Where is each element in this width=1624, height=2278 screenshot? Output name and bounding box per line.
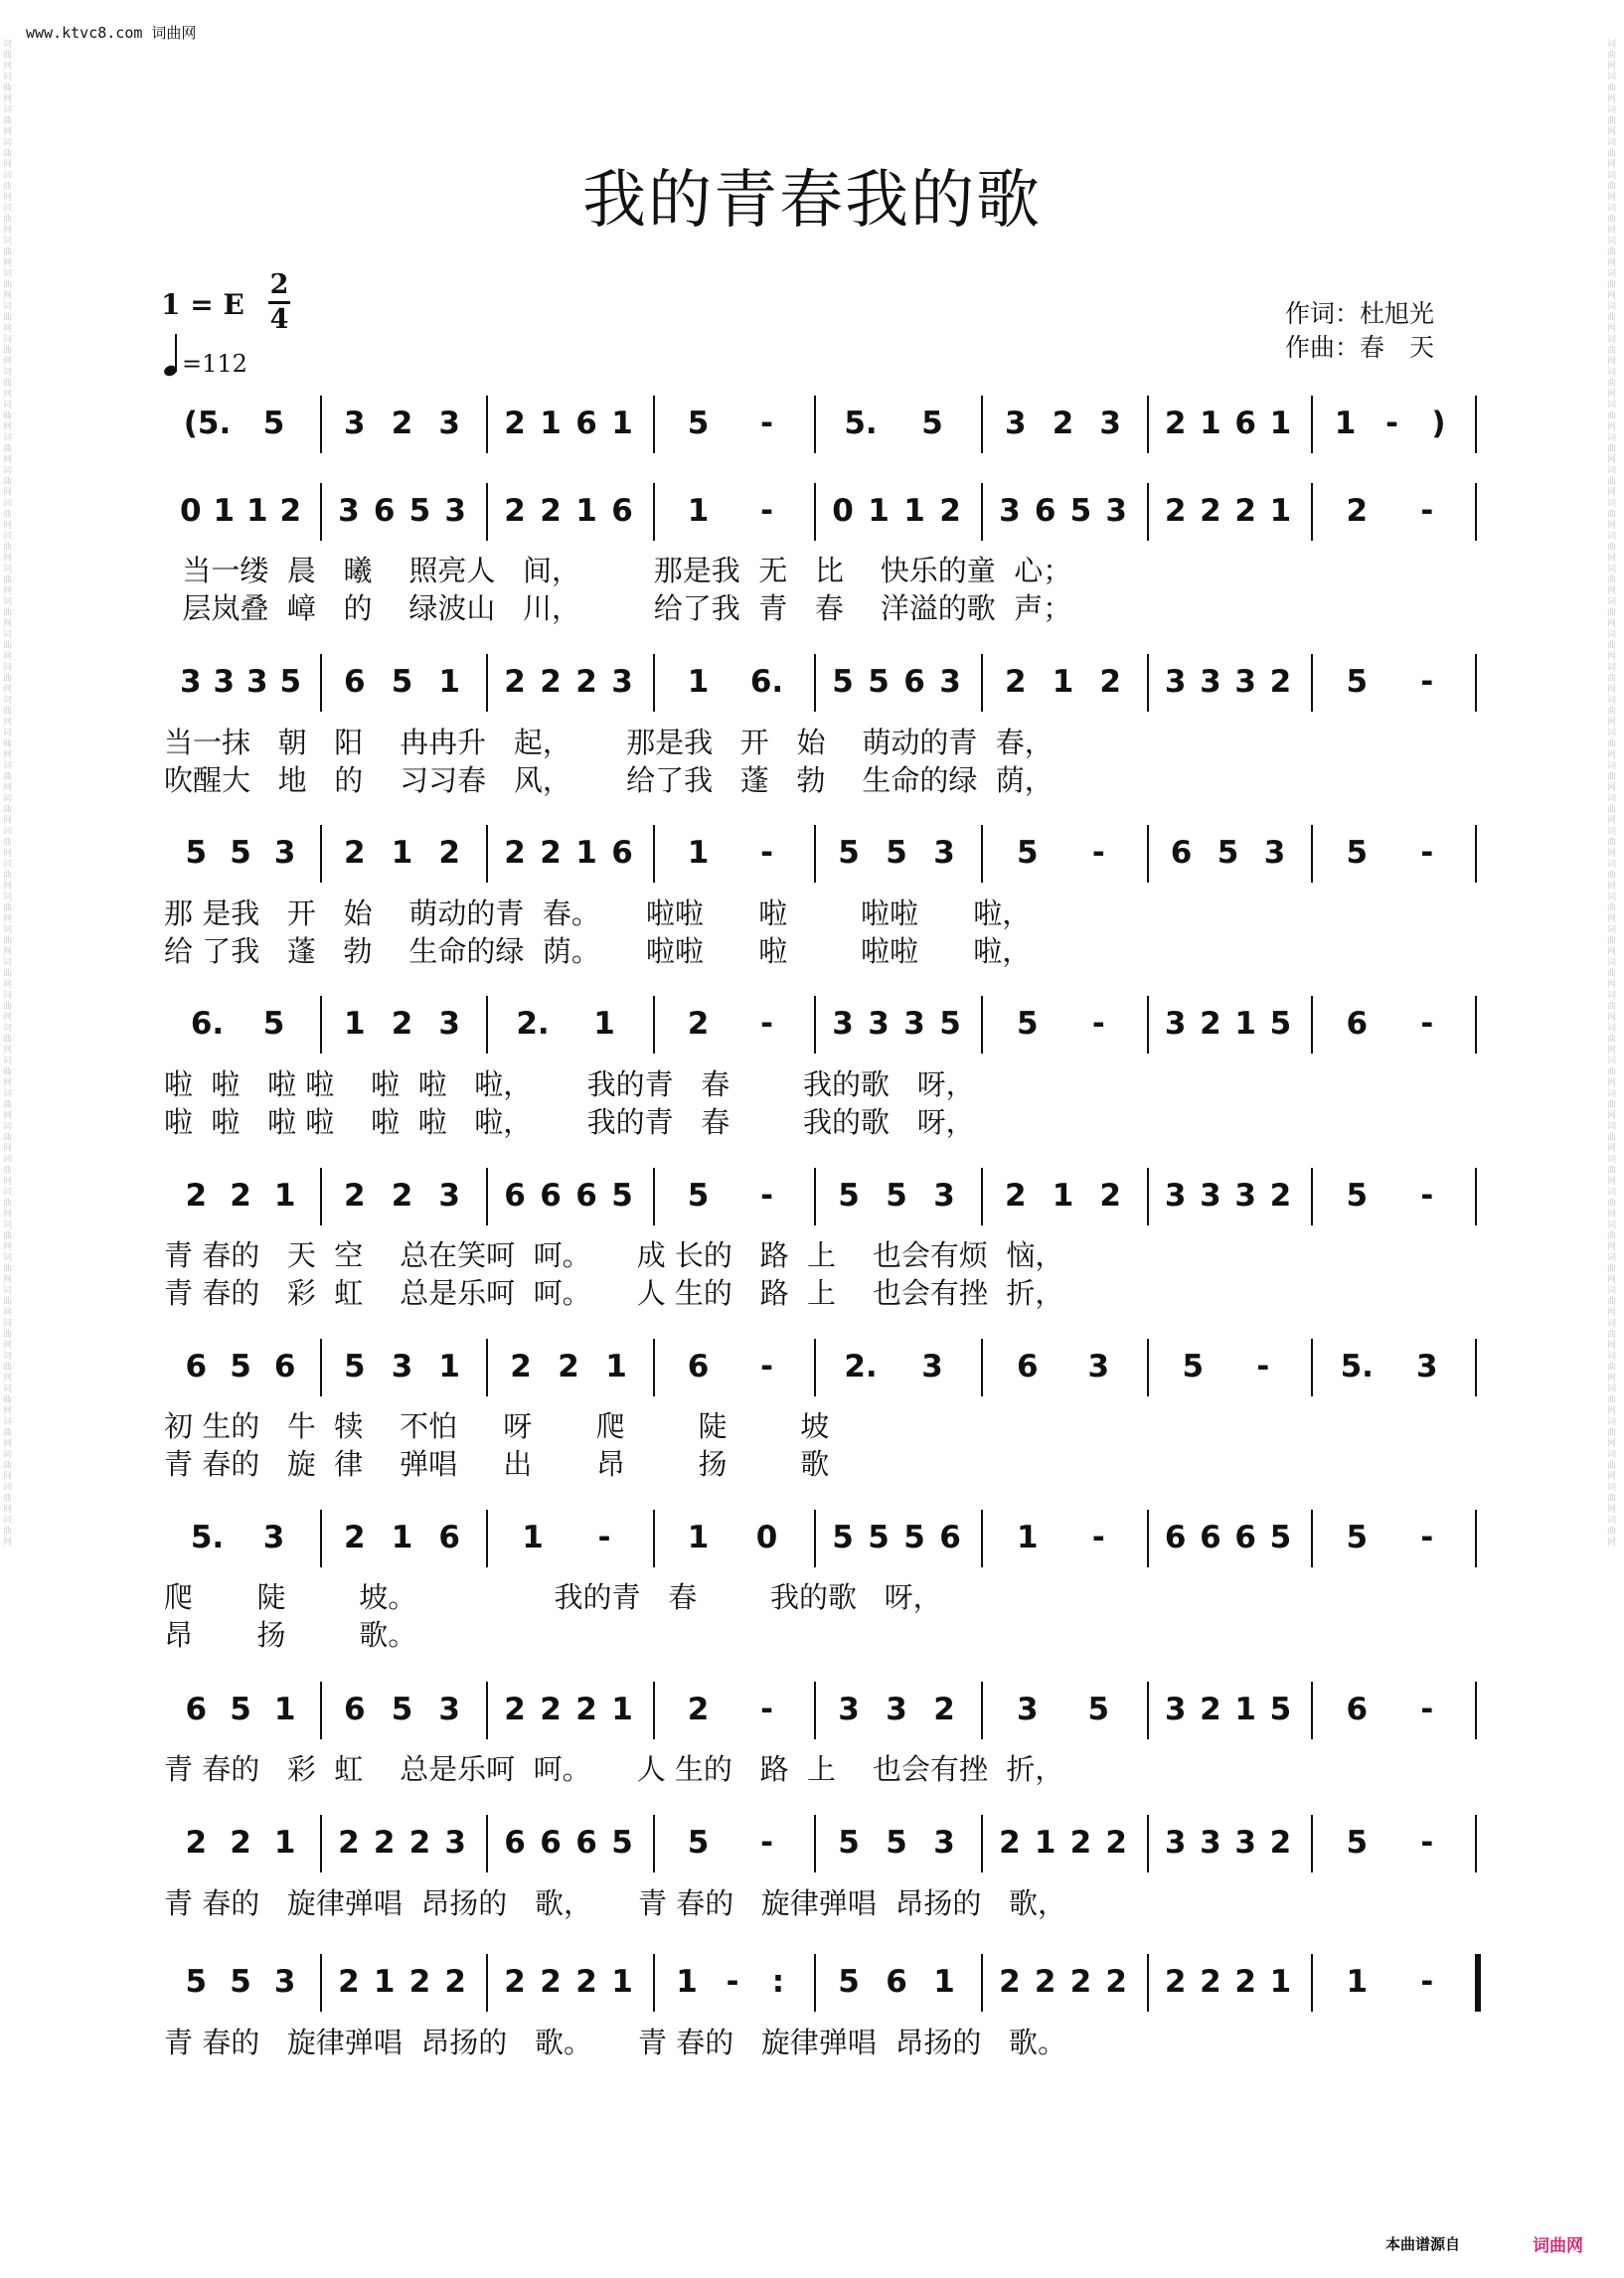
- note: 1: [273, 1825, 296, 1861]
- note: 2: [185, 1825, 208, 1861]
- note: 2: [230, 1178, 251, 1214]
- note: 2: [1200, 1692, 1221, 1727]
- note: 3: [868, 1006, 890, 1042]
- note: 1: [273, 1178, 296, 1214]
- note: 5: [832, 664, 854, 700]
- lyric-line: 那 是我 开 始 萌动的青 春。 啦啦 啦 啦啦 啦，: [164, 896, 1032, 930]
- note: 5: [1069, 493, 1092, 529]
- note: 1: [1052, 664, 1074, 700]
- note: 3: [838, 1692, 860, 1727]
- note: -: [1091, 1520, 1105, 1555]
- note: 1: [575, 835, 597, 871]
- note: 5: [279, 664, 302, 700]
- note: 3: [1200, 1178, 1221, 1214]
- note: 1: [1234, 1692, 1256, 1727]
- note: 3: [438, 1178, 460, 1214]
- note: 1: [687, 664, 710, 700]
- note: 1: [1269, 493, 1292, 529]
- note: 6: [1016, 1349, 1039, 1384]
- note: -: [760, 1178, 773, 1214]
- note: 0: [755, 1520, 778, 1555]
- note: 2: [444, 1964, 466, 2000]
- note: 5: [1346, 1520, 1369, 1555]
- note: 2: [1164, 493, 1187, 529]
- note: 2: [575, 1964, 597, 2000]
- note: 3: [1164, 664, 1187, 700]
- note: 1: [868, 493, 890, 529]
- note: 6: [611, 835, 633, 871]
- note: 5: [838, 1178, 860, 1214]
- note: 2: [338, 1964, 360, 2000]
- note: 5.: [190, 1520, 225, 1555]
- note: 3: [933, 835, 955, 871]
- note: -: [760, 1825, 773, 1861]
- note: -: [1420, 1178, 1434, 1214]
- note: 5: [832, 1520, 854, 1555]
- note: 3: [444, 1825, 466, 1861]
- note: 2: [344, 1178, 366, 1214]
- note: 2.: [516, 1006, 550, 1042]
- note: 6: [1034, 493, 1056, 529]
- note: 2: [575, 1692, 597, 1727]
- note: 2: [575, 664, 597, 700]
- note: 1: [522, 1520, 544, 1555]
- note: 3: [273, 835, 296, 871]
- note: 2: [344, 835, 366, 871]
- note: 1: [245, 493, 268, 529]
- lyric-line: 青 春的 彩 虹 总是乐呵 呵。 人 生的 路 上 也会有挫 折，: [164, 1752, 1064, 1786]
- note: -: [1091, 1006, 1105, 1042]
- note: 2: [504, 835, 526, 871]
- note: 2: [279, 493, 302, 529]
- note: 5: [344, 1349, 366, 1384]
- note: 5: [230, 1349, 251, 1384]
- lyric-line: 青 春的 天 空 总在笑呵 呵。 成 长的 路 上 也会有烦 恼，: [164, 1238, 1064, 1272]
- note: 5: [838, 835, 860, 871]
- time-bottom: 4: [269, 304, 289, 335]
- lyric-line: 啦 啦 啦 啦 啦 啦 啦， 我的青 春 我的歌 呀，: [164, 1067, 975, 1101]
- note: 1: [933, 1964, 955, 2000]
- note: 2: [999, 1825, 1021, 1861]
- lyric-line: 青 春的 旋 律 弹唱 出 昂 扬 歌: [164, 1447, 830, 1481]
- lyric-line: 青 春的 彩 虹 总是乐呵 呵。 人 生的 路 上 也会有挫 折，: [164, 1276, 1064, 1310]
- note: 2: [504, 493, 526, 529]
- lyricist-credit: 作词：杜旭光: [1285, 299, 1435, 328]
- note: -: [1420, 664, 1434, 700]
- note: 5: [868, 1520, 890, 1555]
- note: 3: [1105, 493, 1127, 529]
- note: -: [1420, 1692, 1434, 1727]
- note: 2: [373, 1825, 396, 1861]
- note: 1: [1052, 1178, 1074, 1214]
- note: 2: [540, 835, 562, 871]
- note: 1: [903, 493, 925, 529]
- note: 6: [1200, 1520, 1221, 1555]
- note: 2: [1269, 1178, 1292, 1214]
- note: 6.: [749, 664, 784, 700]
- note: 6: [373, 493, 396, 529]
- note: 1: [1269, 1964, 1292, 2000]
- note: 3: [438, 1692, 460, 1727]
- note: 1: [438, 1349, 460, 1384]
- note: 2: [338, 1825, 360, 1861]
- note: 3: [921, 1349, 943, 1384]
- note: 3: [933, 1825, 955, 1861]
- note: 1: [1034, 1825, 1056, 1861]
- note: 2: [408, 1964, 431, 2000]
- note: 5: [1346, 1825, 1369, 1861]
- note: 3: [344, 406, 366, 441]
- note: 1: [213, 493, 236, 529]
- note: 0: [832, 493, 854, 529]
- note: 1: [1269, 406, 1292, 441]
- note: 6: [344, 1692, 366, 1727]
- note: 1: [1016, 1520, 1039, 1555]
- note: 6: [540, 1178, 562, 1214]
- note: 3: [262, 1520, 285, 1555]
- note: 3: [1099, 406, 1121, 441]
- note: 5: [1016, 1006, 1039, 1042]
- note: 5: [687, 1178, 710, 1214]
- note: 5: [230, 835, 251, 871]
- note: 3: [391, 1349, 413, 1384]
- note: 6: [1234, 406, 1256, 441]
- watermark-right: 词曲网词曲网词曲网词曲网词曲网词曲网词曲网词曲网词曲网词曲网词曲网词曲网词曲网词曲网词曲网词曲网词曲网词曲网词曲网词曲网词曲网词曲网词曲网词曲网词曲网词曲网词曲网词曲网词曲网词曲网词曲网词曲网词曲网词曲网词曲网词曲网词曲网词曲网词曲网词曲网词曲网词曲网词曲网词曲网词曲网词曲网: [1607, 40, 1617, 1547]
- note: 5: [1346, 664, 1369, 700]
- note: 2: [1099, 1178, 1121, 1214]
- note: 2: [504, 406, 526, 441]
- note: 2: [1005, 1178, 1027, 1214]
- note: 5: [408, 493, 431, 529]
- note: 1: [1200, 406, 1221, 441]
- lyric-line: 爬 陡 坡。 我的青 春 我的歌 呀，: [164, 1580, 942, 1614]
- note: 1: [273, 1692, 296, 1727]
- note: 3: [1087, 1349, 1110, 1384]
- note: 3: [1234, 1178, 1256, 1214]
- note: -: [1420, 835, 1434, 871]
- note: (5.: [183, 406, 232, 441]
- lyric-line: 当一抹 朝 阳 冉冉升 起， 那是我 开 始 萌动的青 春，: [164, 726, 1054, 759]
- note: 6: [687, 1349, 710, 1384]
- note: -: [726, 1964, 739, 2000]
- note: 2: [1069, 1825, 1092, 1861]
- note: 1: [593, 1006, 615, 1042]
- note: 5: [391, 1692, 413, 1727]
- lyric-line: 青 春的 旋律弹唱 昂扬的 歌。 青 春的 旋律弹唱 昂扬的 歌。: [164, 2026, 1067, 2059]
- note: 5: [868, 664, 890, 700]
- note: 1: [1346, 1964, 1369, 2000]
- note: 2: [504, 664, 526, 700]
- note: 5: [262, 406, 285, 441]
- note: 6: [540, 1825, 562, 1861]
- note: 2: [438, 835, 460, 871]
- note: -: [1420, 1825, 1434, 1861]
- note: -: [1420, 493, 1434, 529]
- note: 5: [1087, 1692, 1110, 1727]
- note: -: [760, 493, 773, 529]
- note: 2: [408, 1825, 431, 1861]
- note: 5.: [1340, 1349, 1374, 1384]
- lyric-line: 初 生的 牛 犊 不怕 呀 爬 陡 坡: [164, 1409, 830, 1443]
- note: 2: [1069, 1964, 1092, 2000]
- note: 5: [838, 1825, 860, 1861]
- note: 5: [1269, 1520, 1292, 1555]
- note: 3: [832, 1006, 854, 1042]
- note: 1: [611, 1692, 633, 1727]
- note: 3: [1200, 1825, 1221, 1861]
- note: 5: [886, 835, 907, 871]
- tempo-value: =112: [182, 350, 247, 378]
- note: -: [1420, 1006, 1434, 1042]
- note: 5: [687, 1825, 710, 1861]
- note: 6: [575, 1178, 597, 1214]
- site-url[interactable]: www.ktvc8.com 词曲网: [26, 24, 197, 42]
- note: 5: [1269, 1006, 1292, 1042]
- note: 6: [504, 1178, 526, 1214]
- note: 5: [230, 1964, 251, 2000]
- note: 2: [1099, 664, 1121, 700]
- note: 1: [373, 1964, 396, 2000]
- note: 2: [558, 1349, 579, 1384]
- note: 2: [540, 1964, 562, 2000]
- note: 5: [687, 406, 710, 441]
- note: 3: [444, 493, 466, 529]
- note: 1: [391, 1520, 413, 1555]
- note: 2: [391, 406, 413, 441]
- note: 3: [438, 406, 460, 441]
- note: 2: [1005, 664, 1027, 700]
- note: 2: [687, 1006, 710, 1042]
- lyric-line: 啦 啦 啦 啦 啦 啦 啦， 我的青 春 我的歌 呀，: [164, 1105, 975, 1139]
- site-logo[interactable]: 词曲网: [1533, 2236, 1583, 2256]
- note: 5: [230, 1692, 251, 1727]
- note: 3: [939, 664, 961, 700]
- note: 6: [939, 1520, 961, 1555]
- note: 5: [838, 1964, 860, 2000]
- note: 3: [1234, 664, 1256, 700]
- note: -: [760, 406, 773, 441]
- note: 2: [1105, 1825, 1127, 1861]
- note: :: [771, 1964, 785, 2000]
- note: 3: [1005, 406, 1027, 441]
- lyric-line: 层岚叠 嶂 的 绿波山 川， 给了我 青 春 洋溢的歌 声；: [164, 591, 1072, 625]
- note: 5: [185, 1964, 208, 2000]
- note: 3: [1164, 1006, 1187, 1042]
- note: 2: [510, 1349, 532, 1384]
- note: 3: [1164, 1825, 1187, 1861]
- note: 1: [1334, 406, 1357, 441]
- note: 6: [886, 1964, 907, 2000]
- note: 5.: [844, 406, 878, 441]
- note: 3: [1164, 1178, 1187, 1214]
- note: 2: [1164, 1964, 1187, 2000]
- note: -: [1420, 1520, 1434, 1555]
- note: 6: [611, 493, 633, 529]
- note: 2: [185, 1178, 208, 1214]
- note: 1: [605, 1349, 627, 1384]
- key-signature: 1 = E: [161, 288, 244, 321]
- note: 6: [1346, 1692, 1369, 1727]
- note: 2.: [844, 1349, 878, 1384]
- note: 5: [1182, 1349, 1205, 1384]
- note: 6: [1346, 1006, 1369, 1042]
- note: 2: [1234, 493, 1256, 529]
- note: 3: [1234, 1825, 1256, 1861]
- note: 0: [179, 493, 202, 529]
- note: 1: [344, 1006, 366, 1042]
- note: 2: [687, 1692, 710, 1727]
- note: 2: [999, 1964, 1021, 2000]
- note: 5: [611, 1825, 633, 1861]
- note: 1: [575, 493, 597, 529]
- note: 3: [213, 664, 236, 700]
- note: 2: [1269, 1825, 1292, 1861]
- note: -: [760, 1692, 773, 1727]
- note: 5: [921, 406, 943, 441]
- note: 5: [886, 1178, 907, 1214]
- note: 6: [575, 1825, 597, 1861]
- note: 2: [391, 1006, 413, 1042]
- note: -: [760, 835, 773, 871]
- note: -: [1256, 1349, 1270, 1384]
- note: 6: [344, 664, 366, 700]
- note: 2: [1105, 1964, 1127, 2000]
- note: 3: [273, 1964, 296, 2000]
- note: 1: [687, 1520, 710, 1555]
- note: 6: [1234, 1520, 1256, 1555]
- note: 2: [391, 1178, 413, 1214]
- note: 5: [185, 835, 208, 871]
- note: 2: [1200, 1964, 1221, 2000]
- note: -: [760, 1349, 773, 1384]
- note: 3: [933, 1178, 955, 1214]
- note: 6: [185, 1692, 208, 1727]
- note: 5: [886, 1825, 907, 1861]
- note: 3: [886, 1692, 907, 1727]
- note: 1: [1234, 1006, 1256, 1042]
- lyric-line: 吹醒大 地 的 习习春 风， 给了我 蓬 勃 生命的绿 荫，: [164, 763, 1054, 797]
- note: 2: [1200, 493, 1221, 529]
- note: 6: [575, 406, 597, 441]
- note: 1: [540, 406, 562, 441]
- note: 2: [540, 1692, 562, 1727]
- note: 2: [1234, 1964, 1256, 2000]
- note: 2: [540, 493, 562, 529]
- note: 5: [903, 1520, 925, 1555]
- note: 3: [438, 1006, 460, 1042]
- note: 2: [939, 493, 961, 529]
- note: 5: [391, 664, 413, 700]
- note: 3: [1164, 1692, 1187, 1727]
- note: 3: [1415, 1349, 1438, 1384]
- note: 5: [611, 1178, 633, 1214]
- note: 5: [262, 1006, 285, 1042]
- note: 3: [1263, 835, 1286, 871]
- lyric-line: 青 春的 旋律弹唱 昂扬的 歌， 青 春的 旋律弹唱 昂扬的 歌，: [164, 1886, 1067, 1920]
- note: 3: [245, 664, 268, 700]
- song-title: 我的青春我的歌: [582, 164, 1042, 238]
- note: 5: [1346, 835, 1369, 871]
- note: 3: [338, 493, 360, 529]
- note: -: [597, 1520, 611, 1555]
- lyric-line: 当一缕 晨 曦 照亮人 间， 那是我 无 比 快乐的童 心；: [164, 554, 1072, 587]
- lyric-line: 昂 扬 歌。: [164, 1618, 417, 1652]
- note: 2: [1269, 664, 1292, 700]
- note: 2: [1034, 1964, 1056, 2000]
- note: 1: [676, 1964, 698, 2000]
- note: 3: [1016, 1692, 1039, 1727]
- note: 2: [344, 1520, 366, 1555]
- note: 6: [1170, 835, 1193, 871]
- note: 1: [687, 835, 710, 871]
- note: 2: [230, 1825, 251, 1861]
- note: -: [1385, 406, 1398, 441]
- note: 5: [939, 1006, 961, 1042]
- note: 1: [438, 664, 460, 700]
- note: 1: [687, 493, 710, 529]
- note: ): [1431, 406, 1446, 441]
- note: -: [1091, 835, 1105, 871]
- note: 6: [273, 1349, 296, 1384]
- note: 2: [1164, 406, 1187, 441]
- note: 3: [179, 664, 202, 700]
- note: 2: [504, 1692, 526, 1727]
- note: 6: [1164, 1520, 1187, 1555]
- note: 6.: [190, 1006, 225, 1042]
- note: 2: [504, 1964, 526, 2000]
- note: 6: [185, 1349, 208, 1384]
- note: 1: [611, 1964, 633, 2000]
- note: 5: [1217, 835, 1239, 871]
- note: 2: [540, 664, 562, 700]
- composer-credit: 作曲：春 天: [1285, 333, 1435, 362]
- note: 1: [611, 406, 633, 441]
- note: 3: [903, 1006, 925, 1042]
- note: 6: [903, 664, 925, 700]
- note: 2: [1052, 406, 1074, 441]
- note: -: [1420, 1964, 1434, 2000]
- note: -: [760, 1006, 773, 1042]
- note: 6: [438, 1520, 460, 1555]
- note: 3: [1200, 664, 1221, 700]
- note: 1: [391, 835, 413, 871]
- note: 2: [933, 1692, 955, 1727]
- watermark-left: 词曲网词曲网词曲网词曲网词曲网词曲网词曲网词曲网词曲网词曲网词曲网词曲网词曲网词曲网词曲网词曲网词曲网词曲网词曲网词曲网词曲网词曲网词曲网词曲网词曲网词曲网词曲网词曲网词曲网词曲网词曲网词曲网词曲网词曲网词曲网词曲网词曲网词曲网词曲网词曲网词曲网词曲网词曲网词曲网词曲网词曲网: [3, 40, 13, 1547]
- note: 5: [1346, 1178, 1369, 1214]
- note: 5: [1016, 835, 1039, 871]
- note: 6: [504, 1825, 526, 1861]
- note: 3: [999, 493, 1021, 529]
- lyric-line: 给 了我 蓬 勃 生命的绿 荫。 啦啦 啦 啦啦 啦，: [164, 934, 1032, 968]
- time-top: 2: [269, 269, 289, 300]
- note: 2: [1200, 1006, 1221, 1042]
- note: 2: [1346, 493, 1369, 529]
- note: 3: [611, 664, 633, 700]
- source-label: 本曲谱源自: [1385, 2235, 1461, 2253]
- note: 5: [1269, 1692, 1292, 1727]
